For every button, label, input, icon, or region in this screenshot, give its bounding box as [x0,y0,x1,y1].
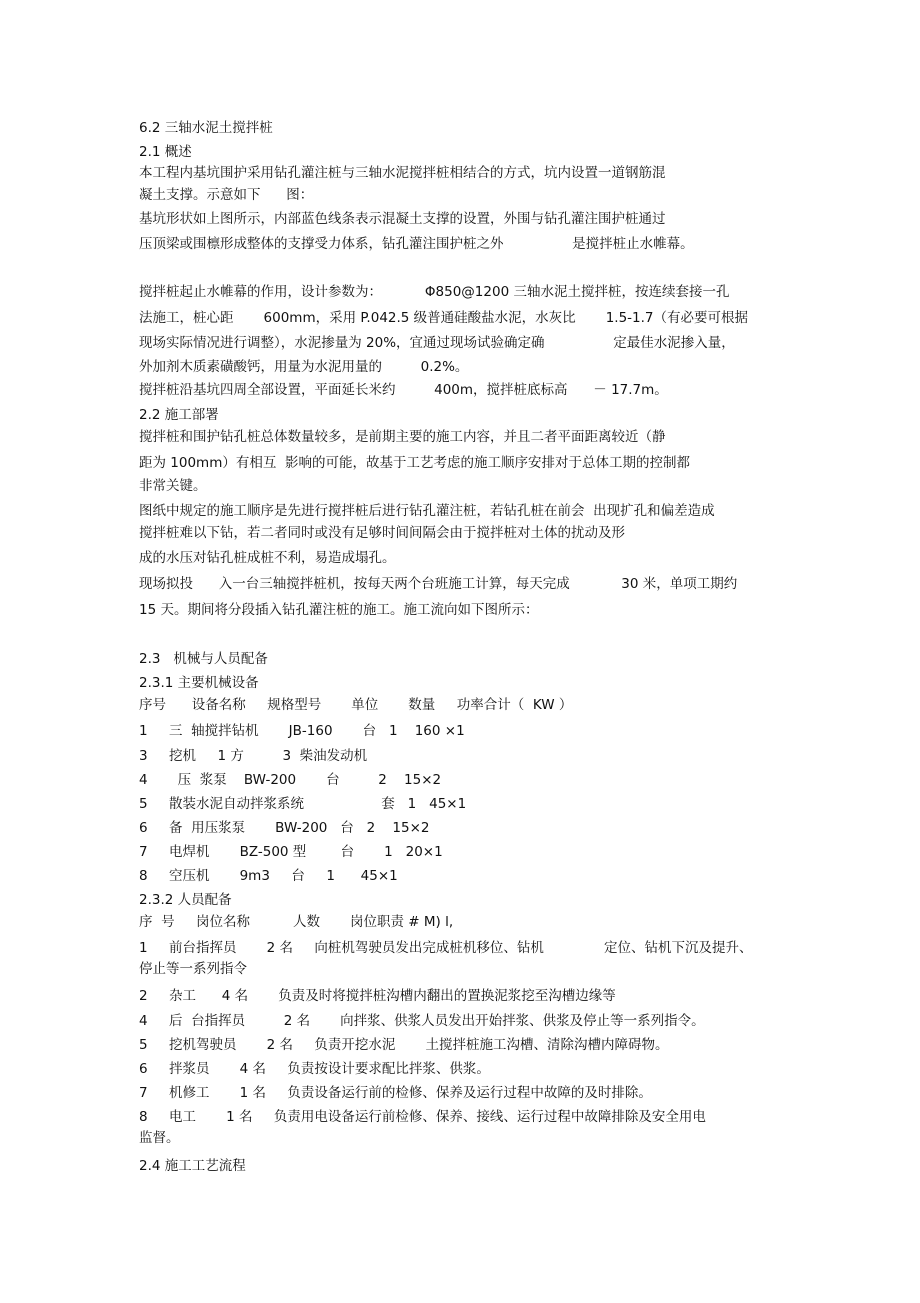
paragraph-line: 基坑形状如上图所示，内部蓝色线条表示混凝土支撑的设置，外围与钻孔灌注围护桩通过 [139,211,666,227]
staff-row: 5 挖机驾驶员 2 名 负责开挖水泥 土搅拌桩施工沟槽、清除沟槽内障碍物。 [139,1037,669,1053]
paragraph-line: 图纸中规定的施工顺序是先进行搅拌桩后进行钻孔灌注桩，若钻孔桩在前会 出现扩孔和偏差造成 [139,503,715,519]
equipment-row: 8 空压机 9m3 台 1 45×1 [139,868,398,884]
staff-row: 7 机修工 1 名 负责设备运行前的检修、保养及运行过程中故障的及时排除。 [139,1085,652,1101]
paragraph-line: 搅拌桩和围护钻孔桩总体数量较多，是前期主要的施工内容，并且二者平面距离较近（静 [139,429,666,445]
section-title: 6.2 三轴水泥土搅拌桩 [139,120,273,136]
paragraph-line: 搅拌桩沿基坑四周全部设置，平面延长米约 400m，搅拌桩底标高 － 17.7m。 [139,382,668,398]
equipment-table-header: 序号 设备名称 规格型号 单位 数量 功率合计（ KW ） [139,697,573,713]
heading-2-3-1: 2.3.1 主要机械设备 [139,675,259,691]
staff-row: 停止等一系列指令 [139,961,247,977]
staff-row: 监督。 [139,1130,180,1146]
equipment-row: 7 电焊机 BZ-500 型 台 1 20×1 [139,844,443,860]
paragraph-line: 现场拟投 入一台三轴搅拌桩机，按每天两个台班施工计算，每天完成 30 米，单项工期约 [139,576,738,592]
paragraph-line: 搅拌桩难以下钻，若二者同时或没有足够时间间隔会由于搅拌桩对土体的扰动及形 [139,525,625,541]
staff-row: 8 电工 1 名 负责用电设备运行前检修、保养、接线、运行过程中故障排除及安全用电 [139,1109,706,1125]
heading-2-1: 2.1 概述 [139,144,192,160]
paragraph-line: 成的水压对钻孔桩成桩不利，易造成塌孔。 [139,550,396,566]
equipment-row: 3 挖机 1 方 3 柴油发动机 [139,748,368,764]
equipment-row: 4 压 浆泵 BW-200 台 2 15×2 [139,772,442,788]
paragraph-line: 15 天。期间将分段插入钻孔灌注桩的施工。施工流向如下图所示： [139,602,539,618]
staff-row: 2 杂工 4 名 负责及时将搅拌桩沟槽内翻出的置换泥浆挖至沟槽边缘等 [139,988,616,1004]
paragraph-line: 外加剂木质素磺酸钙，用量为水泥用量的 0.2%。 [139,359,469,375]
paragraph-line: 搅拌桩起止水帷幕的作用，设计参数为： Φ850@1200 三轴水泥土搅拌桩，按连续套接一孔 [139,284,730,300]
heading-2-4: 2.4 施工工艺流程 [139,1158,246,1174]
paragraph-line: 本工程内基坑围护采用钻孔灌注桩与三轴水泥搅拌桩相结合的方式，坑内设置一道钢筋混 [139,165,666,181]
staff-table-header: 序 号 岗位名称 人数 岗位职责 # M) l, [139,914,454,930]
heading-2-3-2: 2.3.2 人员配备 [139,892,232,908]
paragraph-line: 距为 100mm）有相互 影响的可能，故基于工艺考虑的施工顺序安排对于总体工期的控制都 [139,455,690,471]
paragraph-line: 法施工，桩心距 600mm，采用 P.042.5 级普通硅酸盐水泥，水灰比 1.5-1.7（有必要可根据 [139,310,749,326]
equipment-row: 5 散装水泥自动拌浆系统 套 1 45×1 [139,796,467,812]
paragraph-line: 凝土支撑。示意如下 图： [139,187,314,203]
paragraph-line: 非常关键。 [139,478,207,494]
heading-2-2: 2.2 施工部署 [139,407,219,423]
paragraph-line: 压顶梁或围檩形成整体的支撑受力体系，钻孔灌注围护桩之外 是搅拌桩止水帷幕。 [139,236,694,252]
staff-row: 1 前台指挥员 2 名 向桩机驾驶员发出完成桩机移位、钻机 定位、钻机下沉及提升、 [139,940,753,956]
equipment-row: 6 备 用压浆泵 BW-200 台 2 15×2 [139,820,430,836]
paragraph-line: 现场实际情况进行调整），水泥掺量为 20%，宜通过现场试验确定确 定最佳水泥掺入量， [139,335,735,351]
equipment-row: 1 三 轴搅拌钻机 JB-160 台 1 160 ×1 [139,723,465,739]
heading-2-3: 2.3 机械与人员配备 [139,651,268,667]
staff-row: 4 后 台指挥员 2 名 向拌浆、供浆人员发出开始拌浆、供浆及停止等一系列指令。 [139,1013,705,1029]
staff-row: 6 拌浆员 4 名 负责按设计要求配比拌浆、供浆。 [139,1061,490,1077]
